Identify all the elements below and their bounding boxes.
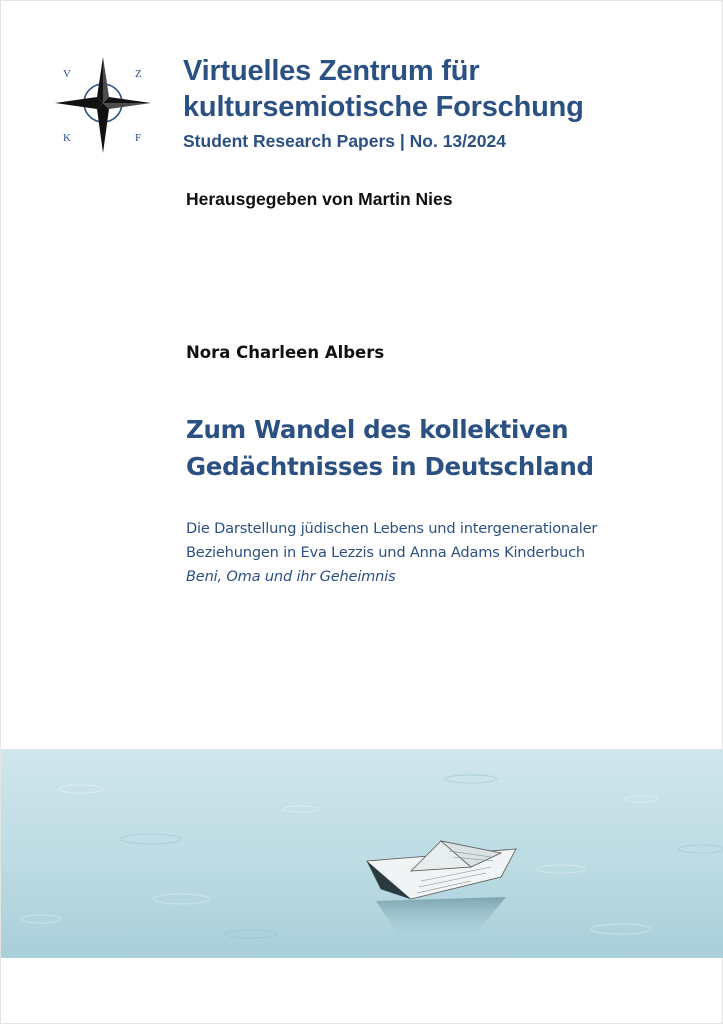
paper-title-line1: Zum Wandel des kollektiven [186,415,569,444]
logo-letter-z: Z [135,68,142,80]
logo-letter-f: F [135,132,142,144]
series-title [183,53,703,125]
series-title-line2: kultursemiotische Forschung [183,91,584,123]
paper-boat-on-water-image [1,749,723,958]
paper-subtitle-line1: Die Darstellung jüdischen Lebens und intergenerationaler [186,520,598,537]
editor-line: Herausgegeben von Martin Nies [186,189,453,209]
series-title-line1: Virtuelles Zentrum für [183,55,480,87]
book-title: Beni, Oma und ihr Geheimnis [186,568,396,585]
logo-letter-v: V [63,68,71,80]
paper-subtitle-line2: Beziehungen in Eva Lezzis und Anna Adams Kinderbuch [186,544,585,561]
paper-title [186,411,686,485]
compass-rose-icon [51,55,155,159]
series-subtitle: Student Research Papers | No. 13/2024 [183,131,506,151]
logo-letter-k: K [63,132,71,144]
author-name: Nora Charleen Albers [186,343,385,362]
paper-title-line2: Gedächtnisses in Deutschland [186,452,594,481]
paper-subtitle [186,517,706,589]
